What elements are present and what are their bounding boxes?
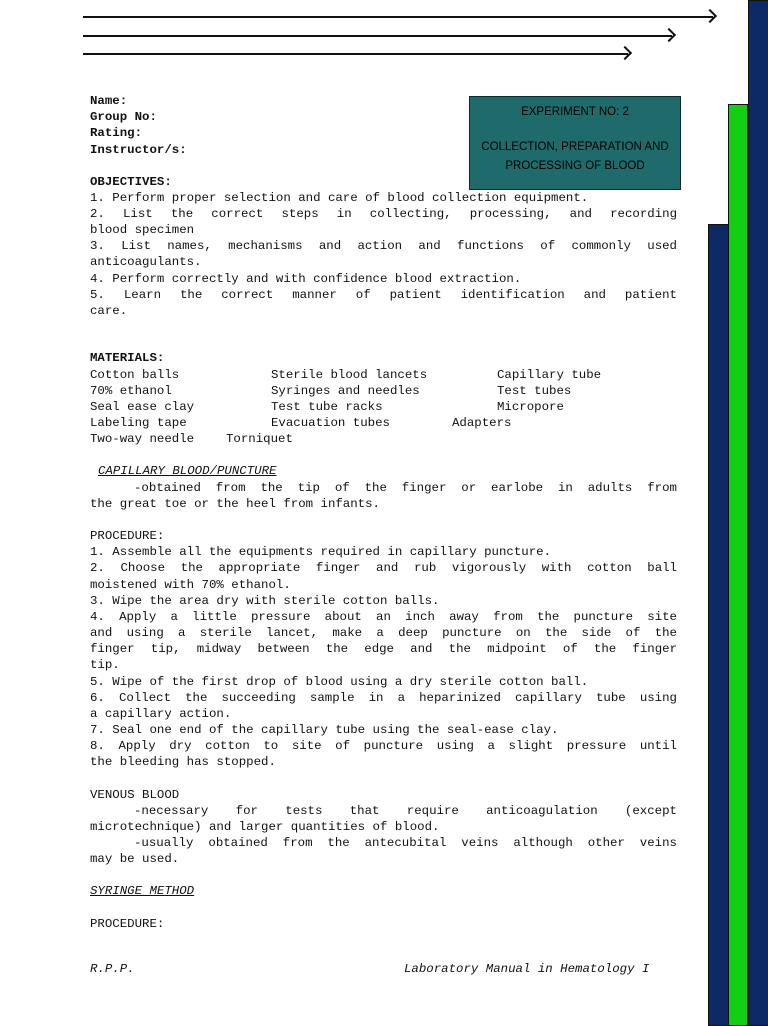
material-item: 70% ethanol xyxy=(90,384,172,398)
venous-heading: VENOUS BLOOD xyxy=(90,788,180,802)
procedure-step: a capillary action. xyxy=(90,707,232,721)
syringe-procedure-heading: PROCEDURE: xyxy=(90,917,165,931)
material-item: Test tubes xyxy=(497,384,572,398)
objective-line: blood specimen xyxy=(90,223,195,237)
decorative-arrow-3 xyxy=(83,53,628,55)
procedure-step: the bleeding has stopped. xyxy=(90,755,276,769)
navy-side-bar-tall xyxy=(748,0,768,1026)
material-item: Capillary tube xyxy=(497,368,602,382)
objective-line: anticoagulants. xyxy=(90,255,202,269)
venous-description: -necessary for tests that require anticoagulation (except xyxy=(134,804,677,818)
material-item: Seal ease clay xyxy=(90,400,195,414)
venous-description: -usually obtained from the antecubital veins although other veins xyxy=(134,836,677,850)
procedure-step: 2. Choose the appropriate finger and rub vigorously with cotton ball xyxy=(90,561,677,575)
name-label: Name: xyxy=(90,94,128,108)
group-no-label: Group No: xyxy=(90,110,157,124)
objectives-heading: OBJECTIVES: xyxy=(90,175,172,189)
syringe-method-heading: SYRINGE METHOD xyxy=(90,884,195,898)
experiment-number: EXPERIMENT NO: 2 xyxy=(521,106,629,118)
capillary-description: -obtained from the tip of the finger or earlobe in adults from xyxy=(134,481,677,495)
objective-line: 1. Perform proper selection and care of blood collection equipment. xyxy=(90,191,589,205)
capillary-description: the great toe or the heel from infants. xyxy=(90,497,380,511)
procedure-step: 3. Wipe the area dry with sterile cotton balls. xyxy=(90,594,440,608)
experiment-title-box xyxy=(469,96,681,190)
footer-manual-title: Laboratory Manual in Hematology I xyxy=(404,962,650,976)
procedure-step: 1. Assemble all the equipments required in capillary puncture. xyxy=(90,545,552,559)
rating-label: Rating: xyxy=(90,126,143,140)
decorative-arrow-1 xyxy=(83,16,713,18)
procedure-step: 7. Seal one end of the capillary tube using the seal-ease clay. xyxy=(90,723,559,737)
decorative-arrow-2 xyxy=(83,35,672,37)
venous-description: may be used. xyxy=(90,852,180,866)
procedure-step: 5. Wipe of the first drop of blood using a dry sterile cotton ball. xyxy=(90,675,589,689)
objective-line: 2. List the correct steps in collecting, processing, and recording xyxy=(90,207,677,221)
procedure-heading: PROCEDURE: xyxy=(90,529,165,543)
material-item: Syringes and needles xyxy=(271,384,420,398)
material-item: Torniquet xyxy=(226,432,293,446)
experiment-title-line-2: PROCESSING OF BLOOD xyxy=(505,160,645,172)
objective-line: 5. Learn the correct manner of patient identification and patient xyxy=(90,288,677,302)
material-item: Micropore xyxy=(497,400,564,414)
materials-heading: MATERIALS: xyxy=(90,351,165,365)
material-item: Cotton balls xyxy=(90,368,180,382)
objective-line: 4. Perform correctly and with confidence blood extraction. xyxy=(90,272,522,286)
footer-initials: R.P.P. xyxy=(90,962,135,976)
procedure-step: 4. Apply a little pressure about an inch away from the puncture site xyxy=(90,610,677,624)
procedure-step: 8. Apply dry cotton to site of puncture using a slight pressure until xyxy=(90,739,677,753)
procedure-step: and using a sterile lancet, make a deep puncture on the side of the xyxy=(90,626,677,640)
procedure-step: tip. xyxy=(90,658,120,672)
procedure-step: 6. Collect the succeeding sample in a heparinized capillary tube using xyxy=(90,691,677,705)
venous-description: microtechnique) and larger quantities of blood. xyxy=(90,820,440,834)
material-item: Adapters xyxy=(452,416,512,430)
objective-line: 3. List names, mechanisms and action and functions of commonly used xyxy=(90,239,677,253)
material-item: Evacuation tubes xyxy=(271,416,390,430)
experiment-title xyxy=(478,138,672,176)
procedure-step: finger tip, midway between the edge and the midpoint of the finger xyxy=(90,642,677,656)
capillary-heading: CAPILLARY BLOOD/PUNCTURE xyxy=(98,464,277,478)
material-item: Labeling tape xyxy=(90,416,187,430)
material-item: Test tube racks xyxy=(271,400,383,414)
instructor-label: Instructor/s: xyxy=(90,143,187,157)
experiment-title-line-1: COLLECTION, PREPARATION AND xyxy=(481,141,669,153)
green-side-bar xyxy=(728,104,748,1026)
material-item: Two-way needle xyxy=(90,432,195,446)
material-item: Sterile blood lancets xyxy=(271,368,428,382)
navy-side-bar-short xyxy=(708,224,729,1026)
procedure-step: moistened with 70% ethanol. xyxy=(90,578,291,592)
objective-line: care. xyxy=(90,304,128,318)
